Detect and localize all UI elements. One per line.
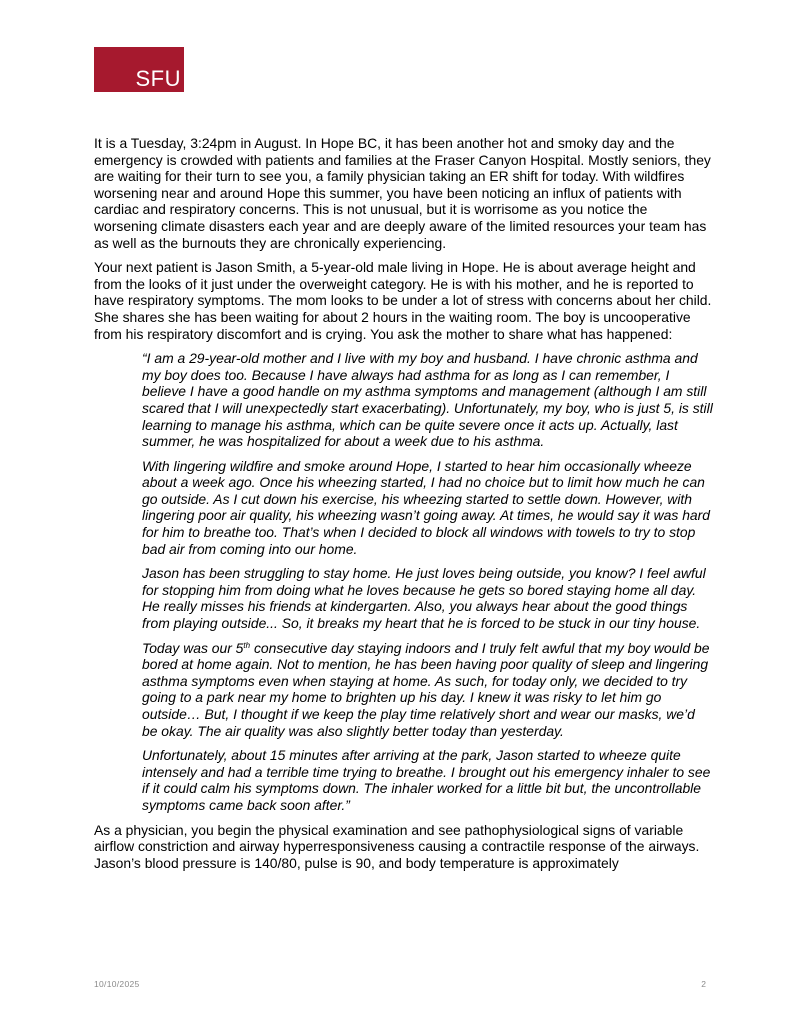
quote-paragraph-2: With lingering wildfire and smoke around Hope, I started to hear him occasionally wheeze about a week ago. Once his wheezing started, I had no choice but to limit how much he can go outside. As I cut down his exercise, his wheezing started to settle down. However, with lingering poor air quality, his wheezing wasn’t going away. At times, he would say it was hard for him to breathe too. That’s when I decided to block all windows with towels to try to stop bad air from coming into our home. — [142, 457, 711, 557]
quote-paragraph-4 — [142, 640, 714, 740]
mother-quote — [142, 350, 714, 813]
quote-paragraph-1: “I am a 29-year-old mother and I live with my boy and husband. I have chronic asthma and my boy does too. Because I have always had asthma for as long as I can remember, I believe I have a good handle on my asthma symptoms and management (although I am still scared that I will unexpectedly start exacerbating). Unfortunately, my boy, who is just 5, is still learning to manage his asthma, which can be quite severe once it acts up. Actually, last summer, he was hospitalized for about a week due to his asthma. — [142, 350, 713, 450]
paragraph-patient: Your next patient is Jason Smith, a 5-year-old male living in Hope. He is about average height and from the looks of it just under the overweight category. He is with his mother, and he is reported to have respiratory symptoms. The mom looks to be under a lot of stress with concerns about her child. She shares she has been waiting for about 2 hours in the waiting room. The boy is uncooperative from his respiratory discomfort and is crying. You ask the mother to share what has happened: — [94, 259, 712, 342]
sfu-logo — [94, 47, 184, 92]
document-body — [94, 135, 714, 879]
footer-date: 10/10/2025 — [94, 979, 140, 989]
quote-paragraph-5: Unfortunately, about 15 minutes after arriving at the park, Jason started to wheeze quite intensely and had a terrible time trying to breathe. I brought out his emergency inhaler to see if it could calm his symptoms down. The inhaler worked for a little bit but, the uncontrollable symptoms came back soon after.” — [142, 747, 711, 813]
paragraph-examination: As a physician, you begin the physical examination and see pathophysiological signs of variable airflow constriction and airway hyperresponsiveness causing a contractile response of the airways. Jason’s blood pressure is 140/80, pulse is 90, and body temperature is approximately — [94, 821, 700, 871]
page-number: 2 — [701, 979, 706, 989]
paragraph-intro: It is a Tuesday, 3:24pm in August. In Hope BC, it has been another hot and smoky day and the emergency is crowded with patients and families at the Fraser Canyon Hospital. Mostly seniors, they are waiting for their turn to see you, a family physician taking an ER shift for today. With wildfires worsening near and around Hope this summer, you have been noticing an influx of patients with cardiac and respiratory concerns. This is not unusual, but it is worrisome as you notice the worsening climate disasters each year and are deeply aware of the limited resources your team has as well as the burnouts they are chronically experiencing. — [94, 135, 711, 251]
quote-paragraph-3: Jason has been struggling to stay home. He just loves being outside, you know? I feel awful for stopping him from doing what he loves because he gets so bored staying home all day. He really misses his friends at kindergarten. Also, you always hear about the good things from playing outside... So, it breaks my heart that he is forced to be stuck in our tiny house. — [142, 565, 706, 632]
quote-4-superscript: th — [243, 640, 251, 650]
logo-text: SFU — [135, 66, 181, 91]
quote-4-rest: consecutive day staying indoors and I truly felt awful that my boy would be bored at home again. Not to mention, he has been having poor quality of sleep and lingering asthma symptoms even when staying at home. As such, for today only, we decided to try going to a park near my home to brighten up his day. I knew it was risky to let him go outside… But, I thought if we keep the play time relatively short and wear our masks, we’d be okay. The air quality was also slightly better today than yesterday. — [142, 639, 710, 739]
quote-4-start: Today was our 5 — [142, 639, 244, 656]
